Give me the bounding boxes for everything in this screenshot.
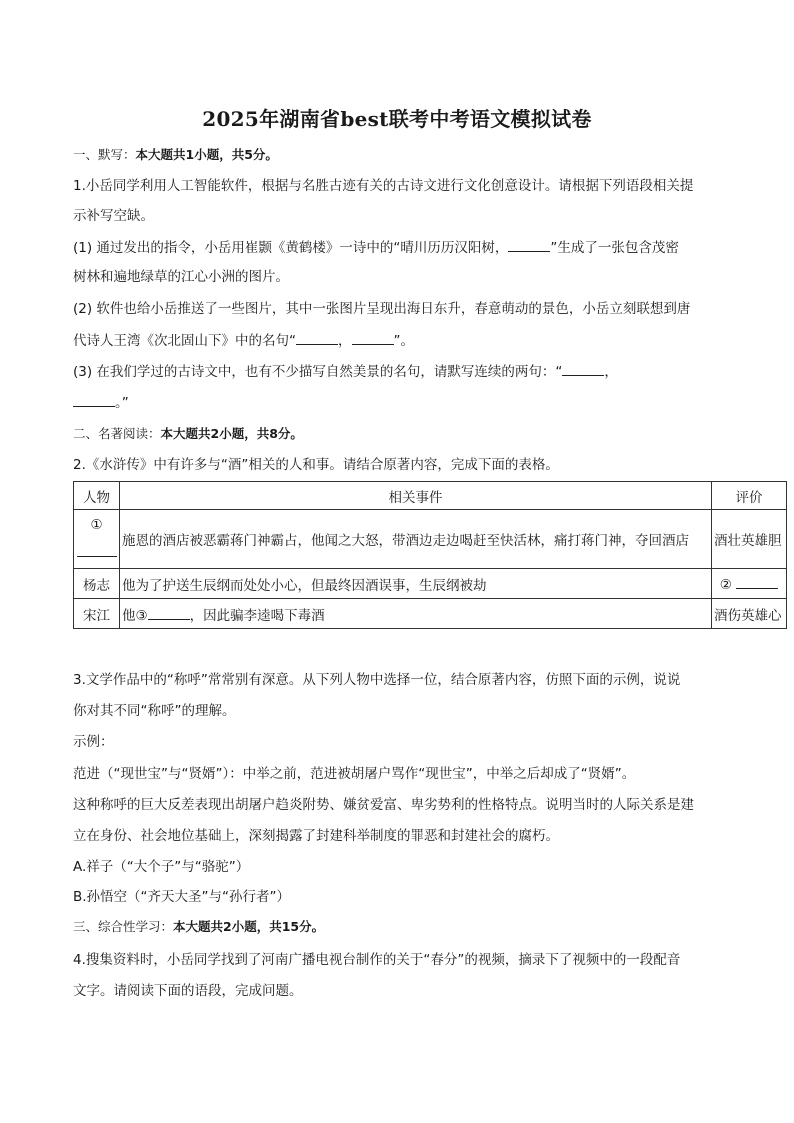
q2-intro: 2.《水浒传》中有许多与“酒”相关的人和事。请结合原著内容，完成下面的表格。 [73, 457, 559, 473]
answer-blank[interactable] [508, 237, 550, 252]
table-row [74, 569, 787, 599]
answer-blank[interactable] [562, 361, 604, 376]
table-header-row [74, 482, 787, 510]
table-header-event: 相关事件 [120, 482, 712, 510]
exam-title: 2025年湖南省best联考中考语文模拟试卷 [202, 107, 592, 131]
q1-part-2-cont [73, 330, 414, 351]
answer-blank[interactable] [77, 554, 117, 557]
answer-blank[interactable] [352, 330, 394, 345]
q1-part-3-comma: ， [604, 364, 618, 380]
wine-events-table [73, 481, 787, 629]
blank-marker-1: ① [90, 517, 103, 533]
section-2-heading [73, 424, 303, 444]
answer-blank[interactable] [296, 330, 338, 345]
table-header-comment: 评价 [712, 482, 787, 510]
table-cell-comment: 酒伤英雄心 [712, 599, 787, 629]
q4-line-1: 4.搜集资料时，小岳同学找到了河南广播电视台制作的关于“春分”的视频，摘录下了视频中的一段配音 [73, 952, 681, 968]
event-text-b: ，因此骗李逵喝下毒酒 [189, 607, 325, 624]
q1-part-1-text-b: ”生成了一张包含茂密 [550, 240, 679, 256]
table-cell-event: 施恩的酒店被恶霸蒋门神霸占，他闻之大怒，带酒边走边喝赶至快活林，痛打蒋门神，夺回酒店 [120, 510, 712, 569]
table-cell-person: 宋江 [74, 599, 120, 629]
table-header-person: 人物 [74, 482, 120, 510]
q1-part-1-cont: 树林和遍地绿草的江心小洲的图片。 [73, 269, 289, 285]
section-1-heading [73, 145, 278, 165]
q1-line-2: 示补写空缺。 [73, 208, 154, 224]
section-2-desc: 本大题共2小题，共8分。 [160, 426, 303, 441]
q3-line-1: 3.文学作品中的“称呼”常常别有深意。从下列人物中选择一位，结合原著内容，仿照下面的示例，说说 [73, 672, 681, 688]
q1-part-3 [73, 361, 618, 382]
q1-part-1-text-a: (1) 通过发出的指令，小岳用崔颢《黄鹤楼》一诗中的“晴川历历汉阳树， [73, 240, 509, 256]
q3-example-label: 示例： [73, 734, 114, 750]
q3-example-line-1: 范进（“现世宝”与“贤婿”）：中举之前，范进被胡屠户骂作“现世宝”，中举之后却成了“贤婿”。 [73, 766, 636, 782]
section-1-desc: 本大题共1小题，共5分。 [135, 147, 278, 162]
q1-part-2-end: ”。 [393, 333, 414, 349]
section-3-desc: 本大题共2小题，共15分。 [173, 919, 325, 934]
blank-marker-2: ② [719, 577, 732, 593]
q3-example-line-3: 立在身份、社会地位基础上，深刻揭露了封建科举制度的罪恶和封建社会的腐朽。 [73, 828, 559, 844]
table-cell-person: 杨志 [74, 569, 120, 599]
q3-line-2: 你对其不同“称呼”的理解。 [73, 703, 236, 719]
q3-option-b: B.孙悟空（“齐天大圣”与“孙行者”） [73, 889, 291, 905]
q3-option-a: A.祥子（“大个子”与“骆驼”） [73, 859, 250, 875]
table-cell-comment [712, 569, 787, 599]
q1-part-3-text-a: (3) 在我们学过的古诗文中，也有不少描写自然美景的名句，请默写连续的两句：“ [73, 364, 563, 380]
section-3-heading [73, 917, 324, 937]
q1-part-3-end: 。” [115, 395, 129, 411]
table-cell-event: 他为了护送生辰纲而处处小心，但最终因酒误事，生辰纲被劫 [120, 569, 712, 599]
table-cell-event [120, 599, 712, 629]
section-2-number: 二、名著阅读： [73, 426, 161, 441]
section-3-number: 三、综合性学习： [73, 919, 174, 934]
answer-blank[interactable] [148, 605, 190, 620]
q1-part-1 [73, 237, 679, 258]
table-cell-person [74, 510, 120, 569]
q1-part-2-text-b: 代诗人王湾《次北固山下》中的名句“ [73, 333, 296, 349]
q3-example-line-2: 这种称呼的巨大反差表现出胡屠户趋炎附势、嫌贫爱富、卑劣势利的性格特点。说明当时的人际关系是建 [73, 797, 694, 813]
table-cell-comment: 酒壮英雄胆 [712, 510, 787, 569]
section-1-number: 一、默写： [73, 147, 136, 162]
q1-line-1: 1.小岳同学利用人工智能软件，根据与名胜古迹有关的古诗文进行文化创意设计。请根据下列语段相关提 [73, 178, 694, 194]
table-row [74, 599, 787, 629]
answer-blank[interactable] [73, 392, 115, 407]
q1-part-3-cont [73, 392, 129, 413]
table-row [74, 510, 787, 569]
q4-line-2: 文字。请阅读下面的语段，完成问题。 [73, 983, 303, 999]
q1-part-2-comma: ， [338, 333, 352, 349]
answer-blank[interactable] [736, 574, 778, 589]
q1-part-2: (2) 软件也给小岳推送了一些图片，其中一张图片呈现出海日东升，春意萌动的景色，小岳立刻联想到唐 [73, 301, 691, 317]
event-text-a: 他③ [122, 607, 148, 624]
